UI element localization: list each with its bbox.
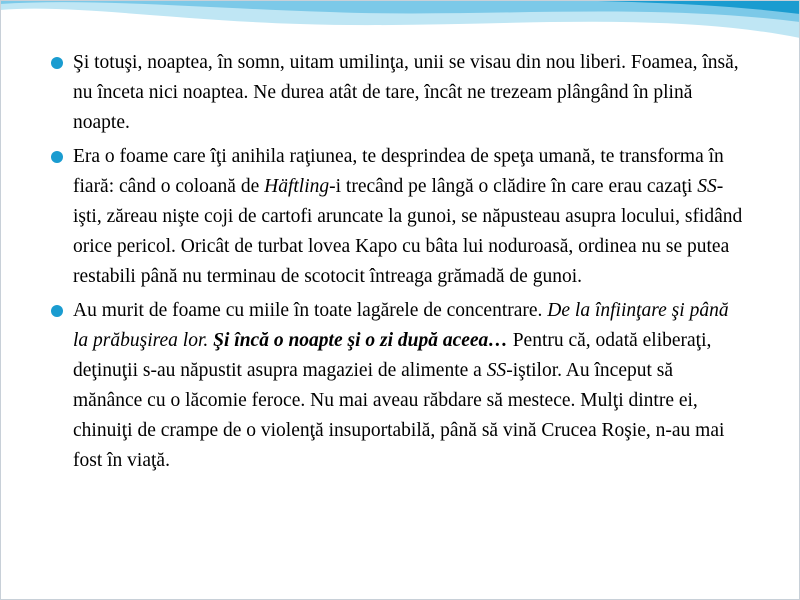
bullet-dot-icon — [50, 150, 64, 164]
bullet-text-run: Häftling — [264, 176, 330, 197]
bullet-text-run: Şi încă o noapte şi o zi după aceea… — [213, 330, 508, 351]
bullet-dot-icon — [50, 304, 64, 318]
bullet-text-run: Au murit de foame cu miile în toate lagărele de concentrare. — [73, 300, 548, 321]
bullet-dot-icon — [50, 56, 64, 70]
bullet-list — [46, 48, 746, 480]
bullet-text-run: Era o foame care îţi anihila raţiunea, te desprindea de speţa umană, te transforma în fiară: când o coloană de — [73, 146, 724, 197]
bullet-text-run: -iştilor. Au început să mănânce cu o lăcomie feroce. Nu mai aveau răbdare să mestece. Mulţi dintre ei, chinuiţi de crampe de o violenţă insuportabilă, până să vină Crucea Roşie, n-au mai fost în viaţă. — [73, 360, 725, 471]
bullet-text-run: Şi totuşi, noaptea, în somn, uitam umilinţa, unii se visau din nou liberi. Foamea, însă, nu înceta nici noaptea. Ne durea atât de tare, încât ne trezeam plângând în plină noapte. — [73, 52, 739, 133]
bullet-text-run: SS — [486, 360, 507, 381]
bullet-item — [46, 296, 746, 476]
bullet-text-run: De la înfiinţare şi până la prăbuşirea lor. — [73, 300, 729, 351]
bullet-text-run: SS — [697, 176, 717, 197]
bullet-item — [46, 142, 746, 292]
bullet-item — [46, 48, 746, 138]
bullet-text-run: -işti, zăreau nişte coji de cartofi aruncate la gunoi, se năpusteau asupra locului, sfidând orice pericol. Oricât de turbat lovea Kapo cu bâta lui noduroasă, ordinea nu se putea restabili până nu terminau de scotocit întreaga grămadă de gunoi. — [73, 176, 743, 287]
bullet-text-run: Pentru că, odată eliberaţi, deţinuţii s-au năpustit asupra magaziei de alimente a — [73, 330, 712, 381]
bullet-text-run: -i trecând pe lângă o clădire în care erau cazaţi — [329, 176, 698, 197]
